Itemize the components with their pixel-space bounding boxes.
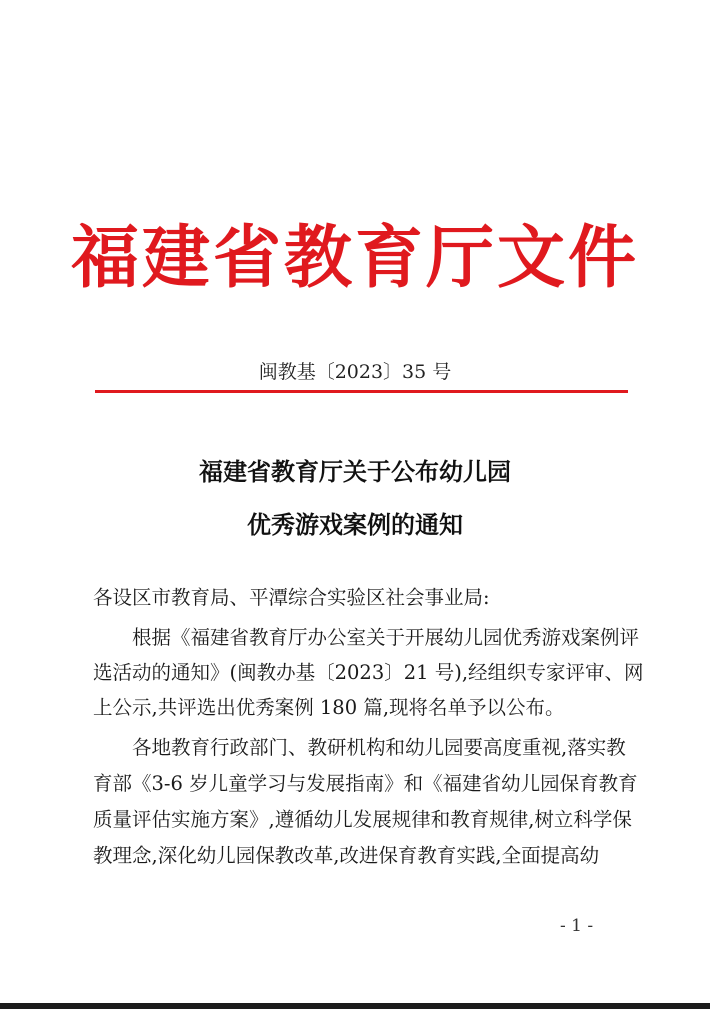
salutation: 各设区市教育局、平潭综合实验区社会事业局:	[93, 586, 490, 609]
body-line: 上公示,共评选出优秀案例 180 篇,现将名单予以公布。	[93, 696, 565, 719]
bottom-edge-bar	[0, 1003, 710, 1009]
body-line: 选活动的通知》(闽教办基〔2023〕21 号),经组织专家评审、网	[93, 661, 644, 684]
document-number: 闽教基〔2023〕35 号	[258, 361, 452, 383]
body-line: 根据《福建省教育厅办公室关于开展幼儿园优秀游戏案例评	[132, 626, 640, 649]
masthead-title: 福建省教育厅文件	[70, 218, 639, 298]
body-line: 质量评估实施方案》,遵循幼儿发展规律和教育规律,树立科学保	[93, 808, 632, 831]
red-divider-line	[95, 390, 628, 393]
page-number: - 1 -	[560, 916, 594, 936]
body-line: 各地教育行政部门、教研机构和幼儿园要高度重视,落实教	[132, 736, 626, 759]
notice-title-line-2: 优秀游戏案例的通知	[247, 510, 463, 539]
notice-title-line-1: 福建省教育厅关于公布幼儿园	[199, 457, 511, 486]
body-line: 教理念,深化幼儿园保教改革,改进保育教育实践,全面提高幼	[93, 844, 600, 867]
body-line: 育部《3-6 岁儿童学习与发展指南》和《福建省幼儿园保育教育	[93, 772, 638, 795]
